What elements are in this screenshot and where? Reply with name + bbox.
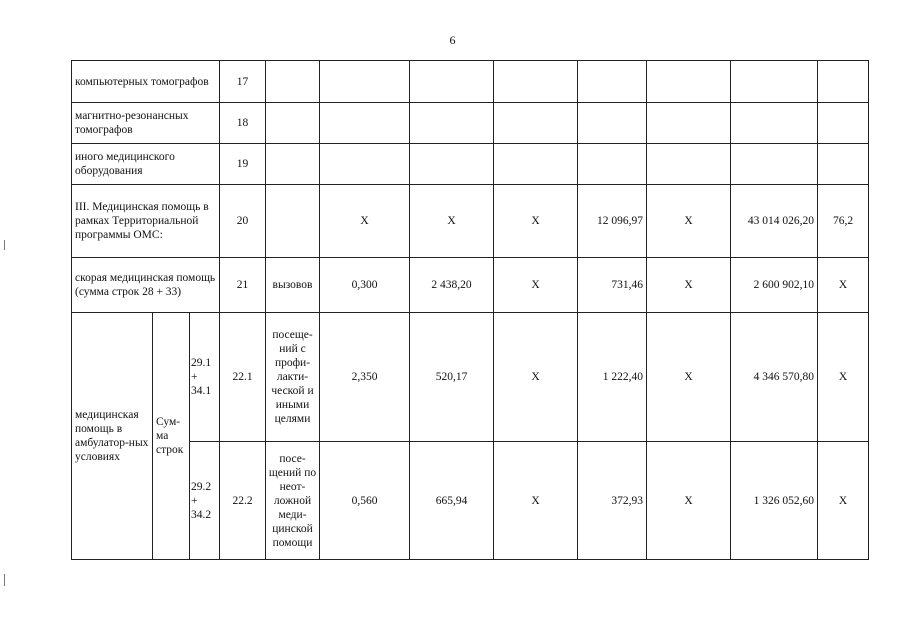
table-row [72, 144, 869, 185]
table-row [72, 185, 869, 258]
value-cell: 520,17 [410, 313, 494, 442]
value-cell: 4 346 570,80 [731, 313, 818, 442]
table-row [72, 313, 869, 442]
row-name: III. Медицинская помощь в рамках Территориальной программы ОМС: [72, 185, 220, 258]
value-cell: 76,2 [818, 185, 869, 258]
group-name: медицинская помощь в амбулатор-ных условиях [72, 313, 153, 560]
value-cell [818, 144, 869, 185]
unit-cell [266, 61, 320, 103]
scan-margin-mark [4, 240, 5, 250]
value-cell: Х [818, 442, 869, 560]
value-cell [494, 144, 578, 185]
source-lines: 29.1 + 34.1 [190, 313, 220, 442]
row-name: компьютерных томографов [72, 61, 220, 103]
table-row [72, 442, 869, 560]
unit-cell: посеще-ний с профи-лакти-ческой и иными целями [266, 313, 320, 442]
unit-cell: вызовов [266, 258, 320, 313]
row-name: скорая медицинская помощь (сумма строк 28 + 33) [72, 258, 220, 313]
value-cell [578, 103, 647, 144]
line-number: 18 [220, 103, 266, 144]
value-cell: 665,94 [410, 442, 494, 560]
value-cell: Х [818, 258, 869, 313]
value-cell [494, 103, 578, 144]
value-cell: Х [494, 258, 578, 313]
table-row [72, 103, 869, 144]
value-cell: 372,93 [578, 442, 647, 560]
row-name: магнитно-резонансных томографов [72, 103, 220, 144]
line-number: 17 [220, 61, 266, 103]
value-cell: 1 222,40 [578, 313, 647, 442]
value-cell: Х [410, 185, 494, 258]
page-number: 6 [449, 33, 456, 47]
unit-cell [266, 144, 320, 185]
value-cell: 2 438,20 [410, 258, 494, 313]
value-cell [647, 103, 731, 144]
value-cell: 0,560 [320, 442, 410, 560]
value-cell [320, 144, 410, 185]
row-name: иного медицинского оборудования [72, 144, 220, 185]
value-cell [647, 144, 731, 185]
source-lines: 29.2 + 34.2 [190, 442, 220, 560]
value-cell: Х [494, 185, 578, 258]
value-cell: Х [647, 313, 731, 442]
line-number: 19 [220, 144, 266, 185]
value-cell: Х [647, 185, 731, 258]
value-cell: Х [320, 185, 410, 258]
unit-cell [266, 185, 320, 258]
value-cell: Х [494, 442, 578, 560]
unit-cell: посе-щений по неот-ложной меди-цинской помощи [266, 442, 320, 560]
value-cell [410, 103, 494, 144]
table-row [72, 258, 869, 313]
value-cell [731, 61, 818, 103]
value-cell: 731,46 [578, 258, 647, 313]
value-cell: 0,300 [320, 258, 410, 313]
value-cell: 12 096,97 [578, 185, 647, 258]
value-cell [647, 61, 731, 103]
value-cell: 2 600 902,10 [731, 258, 818, 313]
value-cell: Х [818, 313, 869, 442]
value-cell: 43 014 026,20 [731, 185, 818, 258]
value-cell: 2,350 [320, 313, 410, 442]
value-cell: Х [494, 313, 578, 442]
line-number: 22.2 [220, 442, 266, 560]
table-row [72, 61, 869, 103]
value-cell [320, 103, 410, 144]
value-cell [578, 144, 647, 185]
unit-cell [266, 103, 320, 144]
value-cell [578, 61, 647, 103]
data-table [71, 60, 869, 560]
line-number: 22.1 [220, 313, 266, 442]
value-cell [410, 144, 494, 185]
value-cell: Х [647, 258, 731, 313]
scan-margin-mark [4, 574, 5, 586]
value-cell: 1 326 052,60 [731, 442, 818, 560]
value-cell [818, 61, 869, 103]
line-number: 20 [220, 185, 266, 258]
value-cell [320, 61, 410, 103]
value-cell [818, 103, 869, 144]
line-number: 21 [220, 258, 266, 313]
sum-label: Сум-ма строк [153, 313, 190, 560]
value-cell [731, 103, 818, 144]
value-cell: Х [647, 442, 731, 560]
value-cell [731, 144, 818, 185]
value-cell [494, 61, 578, 103]
value-cell [410, 61, 494, 103]
